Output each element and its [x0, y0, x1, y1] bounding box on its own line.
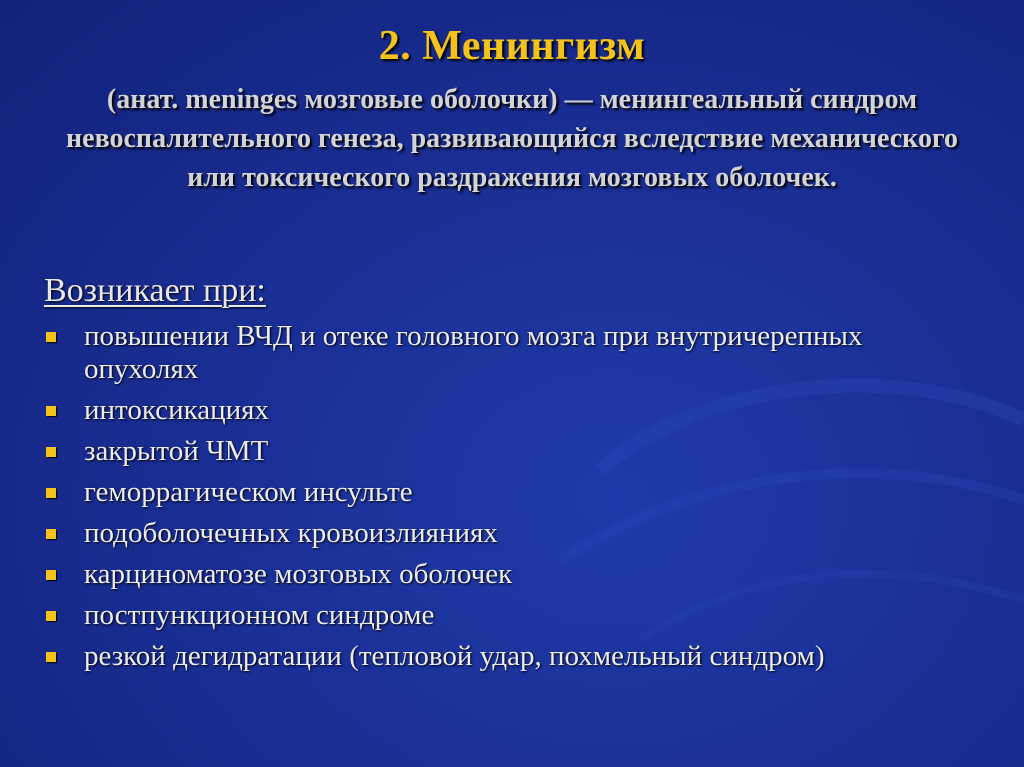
square-bullet-icon — [46, 529, 56, 539]
list-item-text: карциноматозе мозговых оболочек — [84, 558, 513, 590]
list-item-text: интоксикациях — [84, 394, 269, 426]
list-item-text: повышении ВЧД и отеке головного мозга при внутричерепных опухолях — [84, 320, 863, 385]
square-bullet-icon — [46, 652, 56, 662]
list-item-text: подоболочечных кровоизлияниях — [84, 517, 498, 549]
square-bullet-icon — [46, 570, 56, 580]
list-item-text: закрытой ЧМТ — [84, 435, 269, 467]
list-item — [44, 640, 984, 673]
list-item-text: резкой дегидратации (тепловой удар, похмельный синдром) — [84, 640, 825, 672]
list-item — [44, 517, 984, 550]
list-item — [44, 599, 984, 632]
list-item-text: постпункционном синдроме — [84, 599, 435, 631]
slide-title: 2. Менингизм — [378, 23, 646, 69]
square-bullet-icon — [46, 406, 56, 416]
occurs-heading: Возникает при: — [44, 272, 266, 309]
square-bullet-icon — [46, 488, 56, 498]
list-item — [44, 476, 984, 509]
square-bullet-icon — [46, 332, 56, 342]
conditions-list — [44, 320, 984, 681]
list-item — [44, 558, 984, 591]
list-item — [44, 394, 984, 427]
list-item — [44, 435, 984, 468]
definition-text: (анат. meninges мозговые оболочки) — менингеальный синдром невоспалительного генеза, развивающийся вследствие механического или токсического раздражения мозговых оболочек. — [66, 84, 958, 193]
square-bullet-icon — [46, 611, 56, 621]
square-bullet-icon — [46, 447, 56, 457]
list-item-text: геморрагическом инсульте — [84, 476, 413, 508]
list-item — [44, 320, 984, 386]
